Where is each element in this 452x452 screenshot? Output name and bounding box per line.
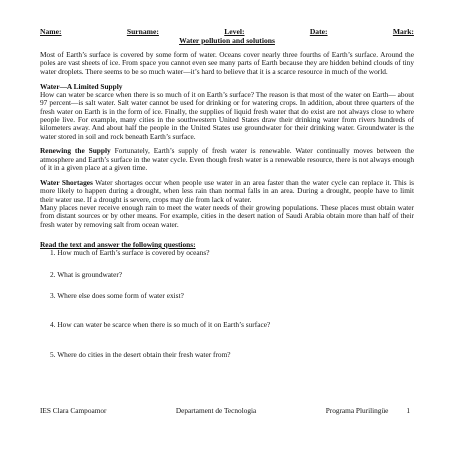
limited-supply-paragraph: How can water be scarce when there is so much of it on Earth’s surface? The reason is that most of the water on Earth— about 97 percent—is salt water. Salt water cannot be used for drinking or for watering crops. In addition, about three quarters of the fresh water on Earth is in the form of ice. Finally, the supplies of liquid fresh water that do exist are not always close to where people live. For example, many cities in the southwestern United States draw their drinking water from rivers hundreds of kilometers away. And about half the people in the United States use groundwater for their drinking water. Groundwater is the water stored in soil and rock beneath Earth’s surface. [40, 89, 414, 141]
question-item: 5. Where do cities in the desert obtain their fresh water from? [50, 349, 231, 359]
date-label: Date: [309, 27, 328, 36]
water-shortages-paragraph [40, 179, 414, 204]
page-footer [40, 407, 410, 415]
footer-school: IES Clara Campoamor [40, 406, 107, 415]
footer-department: Departament de Tecnologia [175, 406, 257, 415]
water-shortages-text: Water shortages occur when people use water in an area faster than the water cycle can replace it. This is more likely to happen during a drought, when less rain than normal falls in an area. During a drought, people have to limit their water use. If a drought is severe, crops may die from lack of water. [40, 177, 414, 204]
surname-label: Surname: [126, 27, 159, 36]
question-list [40, 249, 414, 359]
mark-label: Mark: [392, 27, 414, 36]
question-item: 4. How can water be scarce when there is so much of it on Earth’s surface? [50, 320, 271, 330]
renewing-supply-paragraph [40, 147, 414, 172]
section-heading-shortages: Water Shortages [40, 177, 93, 187]
worksheet-page [40, 28, 414, 359]
document-title: Water pollution and solutions [179, 35, 275, 45]
water-shortages-paragraph-2: Many places never receive enough rain to meet the water needs of their growing populations. These places must obtain water from distant sources or by other means. For example, cities in the desert nation of Saudi Arabia obtain more than half of their fresh water by removing salt from ocean water. [40, 203, 414, 229]
section-heading-renewing: Renewing the Supply [40, 146, 111, 156]
footer-program: Programa Plurilingüe [325, 406, 389, 415]
question-item: 3. Where else does some form of water exist? [50, 291, 184, 301]
page-number: 1 [406, 406, 410, 415]
question-item: 1. How much of Earth’s surface is covered by oceans? [50, 248, 210, 258]
section-heading-limited-supply: Water—A Limited Supply [40, 81, 123, 91]
question-item: 2. What is groundwater? [50, 269, 123, 279]
questions-title: Read the text and answer the following questions: [40, 240, 196, 250]
intro-paragraph: Most of Earth’s surface is covered by some form of water. Oceans cover nearly three fourths of Earth’s surface. Around the poles are vast sheets of ice. From space you cannot even see many parts of Earth because they are hidden behind clouds of tiny water droplets. There seems to be so much water—it’s hard to believe that it is a scarce resource in much of the world. [40, 50, 414, 76]
footer-right [326, 407, 410, 415]
level-label: Level: [224, 27, 245, 36]
renewing-supply-text: Fortunately, Earth’s supply of fresh water is renewable. Water continually moves between the atmosphere and Earth’s surface in the water cycle. Even though fresh water is a renewable resource, there is not always enough of it in a given place at a given time. [40, 146, 414, 173]
name-label: Name: [40, 27, 62, 36]
